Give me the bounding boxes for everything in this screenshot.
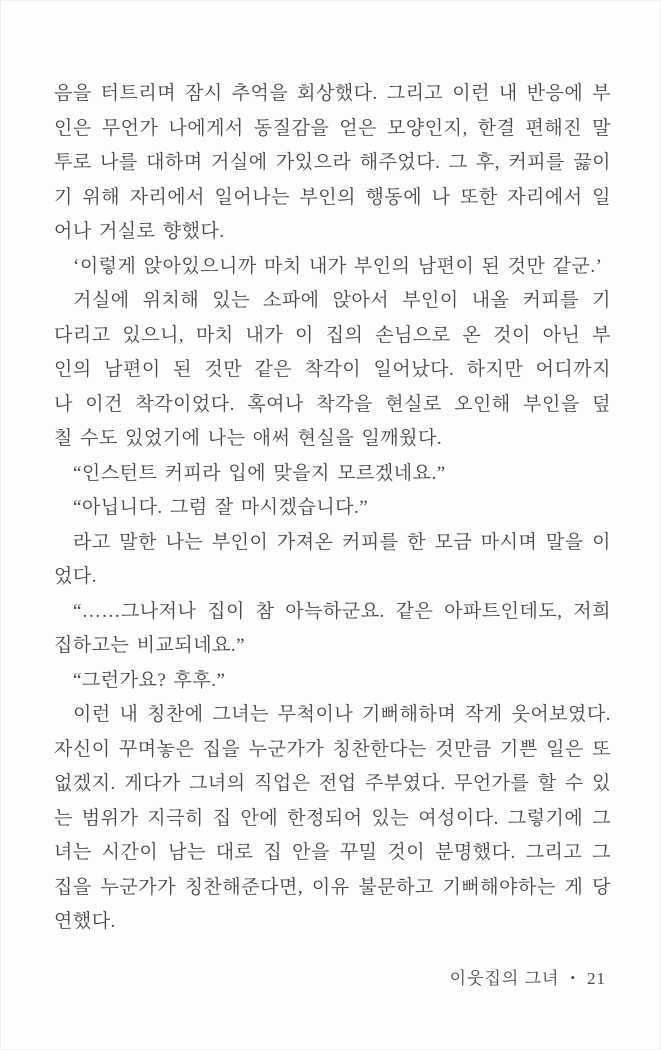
text-line: 집하고는 비교되네요.” [54,635,246,656]
text-line: 인의 남편이 된 것만 같은 착각이 일어났다. 하지만 어디까지 [54,359,611,380]
text-line: 없겠지. 게다가 그녀의 직업은 전업 주부였다. 무언가를 할 수 있 [54,773,611,794]
text-line: 칠 수도 있었기에 나는 애써 현실을 일깨웠다. [54,428,443,449]
text-line: “……그나저나 집이 참 아늑하군요. 같은 아파트인데도, 저희 [73,600,611,622]
text-line: 나 이건 착각이었다. 혹여나 착각을 현실로 오인해 부인을 덮 [54,393,611,415]
text-line: 거실에 위치해 있는 소파에 앉아서 부인이 내올 커피를 기 [73,290,611,311]
text-line: 기 위해 자리에서 일어나는 부인의 행동에 나 또한 자리에서 일 [54,186,611,208]
bullet-separator: • [570,970,576,985]
footer-page-number: 21 [587,969,606,988]
text-line: 인은 무언가 나에게서 동질감을 얻은 모양인지, 한결 편해진 말 [54,117,611,139]
text-line: 음을 터트리며 잠시 추억을 회상했다. 그리고 이런 내 반응에 부 [54,83,611,104]
text-line: “인스턴트 커피라 입에 맞을지 모르겠네요.” [73,462,446,484]
text-line: 자신이 꾸며놓은 집을 누군가가 칭찬한다는 것만큼 기쁜 일은 또 [54,738,611,760]
page-footer [450,964,606,989]
text-line: “아닙니다. 그럼 잘 마시겠습니다.” [73,497,369,518]
text-line: 어나 거실로 향했다. [54,221,225,242]
text-line: 연했다. [54,911,116,932]
text-line: 라고 말한 나는 부인이 가져온 커피를 한 모금 마시며 말을 이 [73,531,611,553]
text-line: 이런 내 칭찬에 그녀는 무척이나 기뻐해하며 작게 웃어보였다. [73,704,611,725]
text-line: 다리고 있으니, 마치 내가 이 집의 손님으로 온 것이 아닌 부 [54,324,611,346]
text-line: 투로 나를 대하며 거실에 가있으라 해주었다. 그 후, 커피를 끓이 [54,152,611,173]
text-line: 녀는 시간이 남는 대로 집 안을 꾸밀 것이 분명했다. 그리고 그 [54,842,611,863]
text-line: 었다. [54,566,97,587]
text-line: “그런가요? 후후.” [73,669,226,691]
text-line: 는 범위가 지극히 집 안에 한정되어 있는 여성이다. 그렇기에 그 [54,807,611,829]
text-line: 집을 누군가가 칭찬해준다면, 이유 불문하고 기뻐해야하는 게 당 [54,876,611,898]
page-body-text [54,77,611,940]
text-line: ‘이렇게 앉아있으니까 마치 내가 부인의 남편이 된 것만 같군.’ [73,255,603,277]
footer-book-title: 이웃집의 그녀 [449,969,560,988]
